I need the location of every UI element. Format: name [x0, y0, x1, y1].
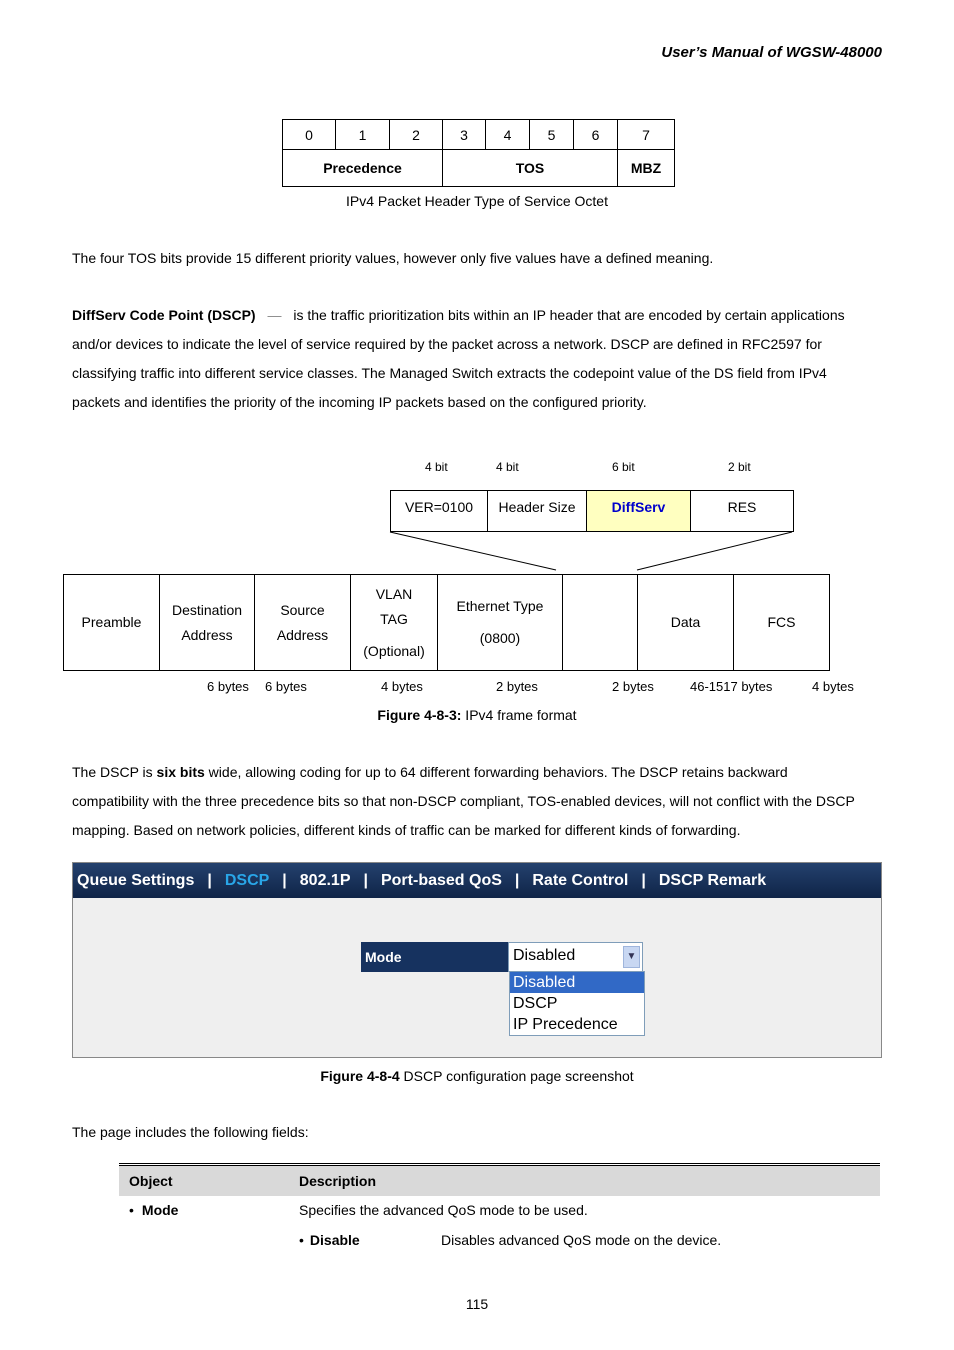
nav-dscp-remark[interactable]: DSCP Remark: [658, 871, 767, 889]
byte-label: 46-1517 bytes: [690, 679, 773, 694]
byte-label: 4 bytes: [812, 679, 854, 694]
option-ip-precedence[interactable]: IP Precedence: [513, 1016, 618, 1033]
option-dscp[interactable]: DSCP: [513, 995, 558, 1012]
bit-cell: 7: [618, 120, 675, 150]
dscp-line: classifying traffic into different service classes. The Managed Switch extracts the codepoint value of the DS field from IPv4: [72, 365, 827, 381]
nav-port-based-qos[interactable]: Port-based QoS: [380, 871, 502, 889]
frame-field-destination: Destination Address: [160, 575, 255, 670]
frame-field-ip-header: [563, 575, 638, 670]
frame-field-data: Data: [638, 575, 734, 670]
frame-field-ethertype: Ethernet Type (0800): [438, 575, 563, 670]
byte-label: 4 bytes: [381, 679, 423, 694]
object-description-table: [119, 1163, 880, 1248]
page-number: 115: [465, 1296, 489, 1312]
nav-separator: |: [207, 871, 212, 889]
bit-cell: 3: [443, 120, 486, 150]
figure-caption-screenshot: Figure 4-8-4 DSCP configuration page screenshot: [320, 1068, 634, 1084]
mode-row: [361, 942, 643, 972]
header-object: Object: [119, 1165, 289, 1197]
precedence-cell: Precedence: [283, 150, 443, 187]
frame-field-preamble: Preamble: [64, 575, 160, 670]
dscp-line: packets and identifies the priority of the incoming IP packets based on the configured priority.: [72, 394, 647, 410]
byte-label: 6 bytes: [265, 679, 307, 694]
figure-caption-frame: Figure 4-8-3: IPv4 frame format: [377, 707, 577, 723]
bit-label: 2 bit: [728, 460, 751, 474]
nav-separator: |: [282, 871, 287, 889]
bit-cell: 6: [574, 120, 618, 150]
byte-label: 2 bytes: [612, 679, 654, 694]
bit-label: 6 bit: [612, 460, 635, 474]
header-size-field: Header Size: [488, 491, 587, 531]
bit-cell: 1: [336, 120, 390, 150]
paragraph-six-bits: The DSCP is six bits wide, allowing coding for up to 64 different forwarding behaviors. The DSCP retains backward compatibility with the three precedence bits so that non-DSCP compliant, TOS-enabled devices, will not conflict with the DSCP mapping. Based on network policies, different kinds of traffic can be marked for different kinds of forwarding.: [72, 764, 855, 838]
ipv4-frame: [63, 574, 830, 671]
bit-label: 4 bit: [425, 460, 448, 474]
paragraph-fields: The page includes the following fields:: [72, 1124, 309, 1140]
table-row: [119, 1196, 880, 1248]
nav-rate-control[interactable]: Rate Control: [532, 871, 629, 889]
nav-queue-settings[interactable]: Queue Settings: [77, 871, 195, 889]
sub-item-row: • Disable Disables advanced QoS mode on the device.: [299, 1232, 722, 1248]
byte-label: 6 bytes: [207, 679, 249, 694]
byte-label: 2 bytes: [496, 679, 538, 694]
expansion-lines: [0, 0, 954, 600]
tos-table-caption: IPv4 Packet Header Type of Service Octet: [346, 193, 608, 209]
chevron-down-icon[interactable]: ▼: [623, 946, 640, 968]
mode-options-list: [509, 971, 645, 1036]
frame-field-fcs: FCS: [767, 614, 796, 630]
dscp-term: DiffServ Code Point (DSCP): [72, 307, 256, 323]
expansion-line-left: [390, 532, 556, 570]
bit-cell: 0: [283, 120, 336, 150]
frame-field-vlan: VLAN TAG (Optional): [351, 575, 438, 670]
nav-separator: |: [641, 871, 646, 889]
bit-label: 4 bit: [496, 460, 519, 474]
nav-dscp[interactable]: DSCP: [224, 871, 270, 889]
tos-cell: TOS: [443, 150, 618, 187]
dscp-line: is the traffic prioritization bits within an IP header that are encoded by certain applications: [293, 307, 845, 323]
frame-field-source: Source Address: [255, 575, 351, 670]
mode-selected-value: Disabled: [513, 947, 576, 964]
bullet-icon: •: [299, 1232, 304, 1248]
header-description: Description: [289, 1165, 880, 1197]
diffserv-field: DiffServ: [587, 491, 691, 531]
mbz-cell: MBZ: [618, 150, 675, 187]
mode-select[interactable]: [508, 942, 643, 972]
qos-nav-bar: [73, 863, 881, 898]
paragraph-tos: The four TOS bits provide 15 different priority values, however only five values have a defined meaning.: [72, 250, 714, 266]
dscp-line: and/or devices to indicate the level of service required by the packet across a network. DSCP are defined in RFC2597 for: [72, 336, 822, 352]
table-header: [119, 1165, 880, 1197]
option-disabled[interactable]: Disabled: [510, 972, 644, 993]
dash: —: [267, 307, 282, 323]
bullet-icon: •: [129, 1202, 134, 1218]
ver-field: VER=0100: [391, 491, 488, 531]
res-field: RES: [727, 499, 757, 515]
bit-cell: 4: [486, 120, 530, 150]
expansion-line-right: [637, 532, 792, 570]
dscp-config-screenshot: [72, 862, 882, 1058]
object-cell: • Mode: [129, 1202, 179, 1218]
bit-cell: 2: [390, 120, 443, 150]
nav-8021p[interactable]: 802.1P: [299, 871, 351, 889]
nav-separator: |: [514, 871, 520, 889]
header-title: User’s Manual of WGSW-48000: [661, 44, 882, 61]
description-cell: Specifies the advanced QoS mode to be used. • Disable Disables advanced QoS mode on the device.: [289, 1196, 880, 1248]
mode-label: Mode: [361, 942, 508, 972]
bit-cell: 5: [530, 120, 574, 150]
nav-separator: |: [363, 871, 368, 889]
